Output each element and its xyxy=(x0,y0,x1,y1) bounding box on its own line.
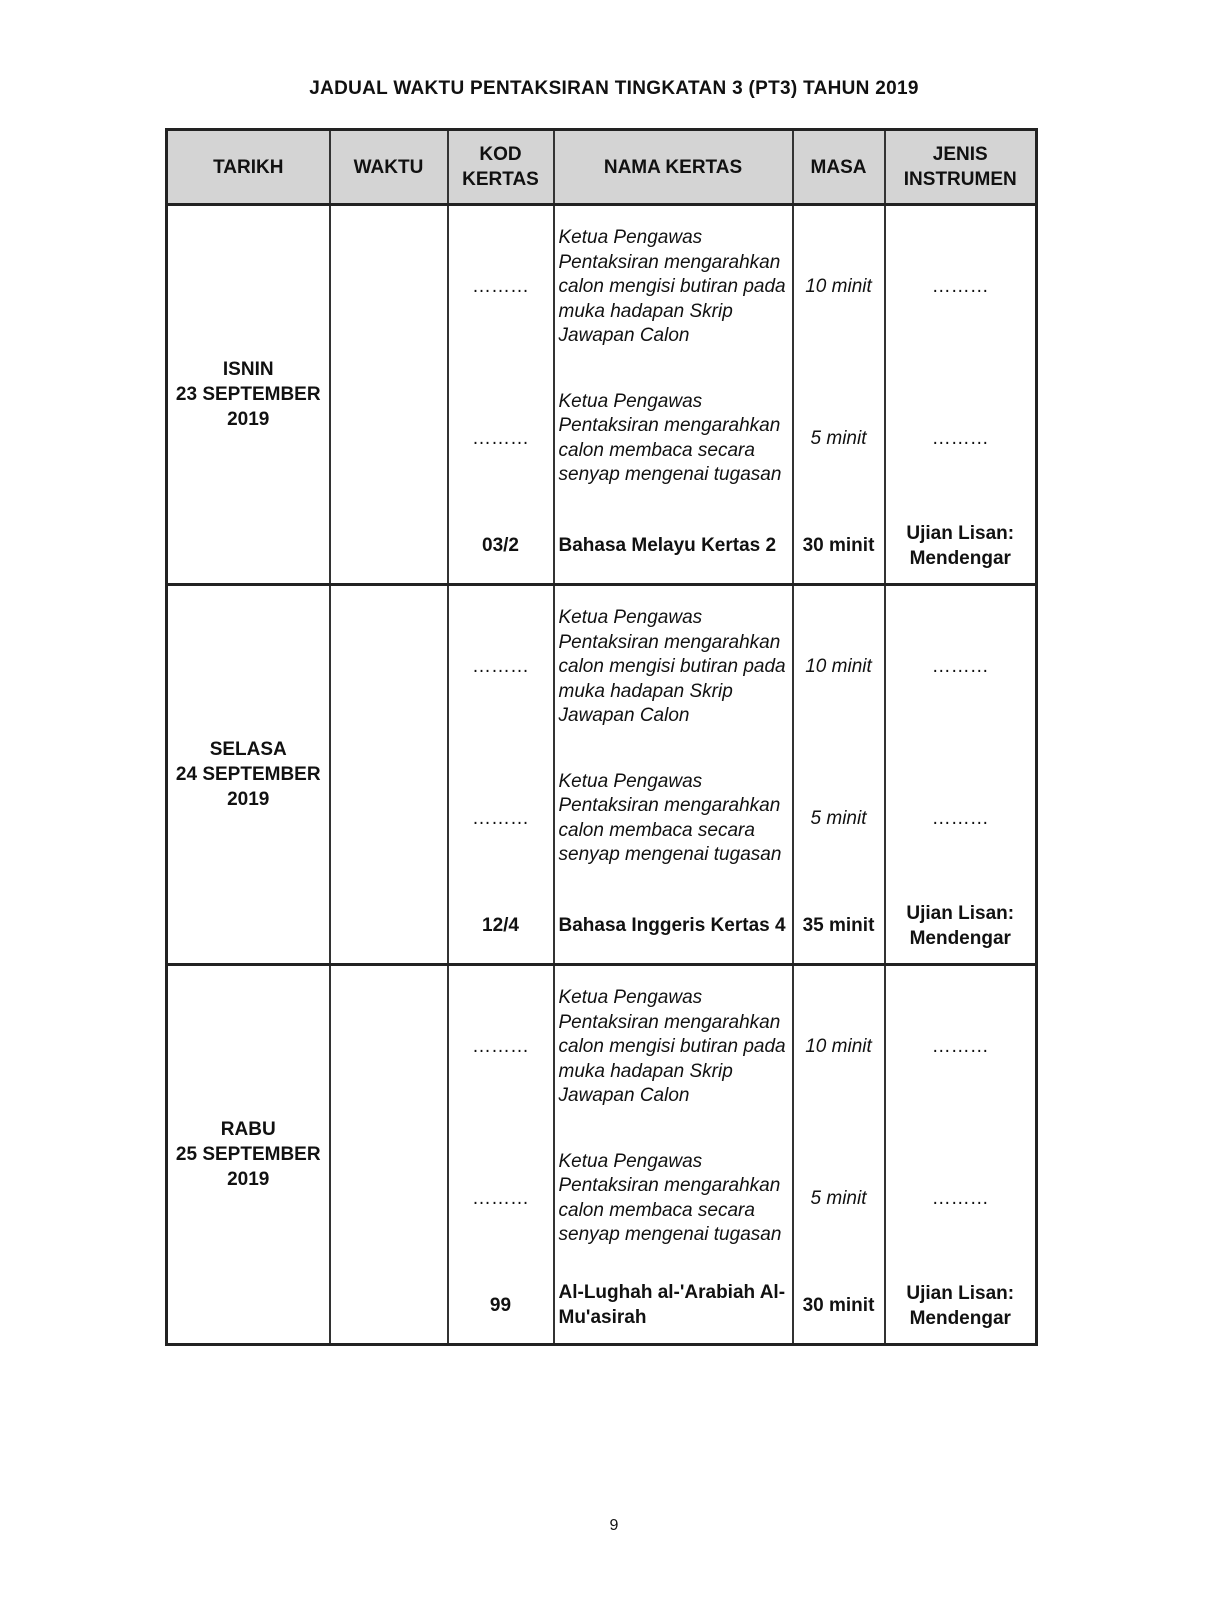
date-year: 2019 xyxy=(227,409,270,430)
name-cell: Ketua Pengawas Pentaksiran mengarahkan calon mengisi butiran pada muka hadapan Skrip Jawapan Calon xyxy=(554,205,793,369)
date-year: 2019 xyxy=(227,789,270,810)
time-cell xyxy=(330,965,448,1345)
instrument-cell: ……… xyxy=(885,1129,1037,1269)
code-cell: ……… xyxy=(448,585,554,749)
duration-cell: 10 minit xyxy=(793,205,885,369)
duration-cell: 10 minit xyxy=(793,585,885,749)
header-row xyxy=(167,130,1037,205)
code-cell: ……… xyxy=(448,1129,554,1269)
date-cell xyxy=(167,585,330,965)
duration-cell: 5 minit xyxy=(793,749,885,889)
header-duration: MASA xyxy=(793,130,885,205)
duration-cell: 10 minit xyxy=(793,965,885,1129)
time-cell xyxy=(330,585,448,965)
instrument-cell: ……… xyxy=(885,369,1037,509)
header-date: TARIKH xyxy=(167,130,330,205)
date-date: 23 SEPTEMBER xyxy=(175,384,321,405)
instrument-cell: ……… xyxy=(885,585,1037,749)
page-number: 9 xyxy=(609,1517,619,1534)
date-day: RABU xyxy=(220,1119,276,1140)
date-cell xyxy=(167,965,330,1345)
name-cell: Ketua Pengawas Pentaksiran mengarahkan calon membaca secara senyap mengenai tugasan xyxy=(554,369,793,509)
duration-cell: 35 minit xyxy=(793,889,885,965)
name-cell: Ketua Pengawas Pentaksiran mengarahkan calon mengisi butiran pada muka hadapan Skrip Jawapan Calon xyxy=(554,585,793,749)
name-cell: Ketua Pengawas Pentaksiran mengarahkan calon membaca secara senyap mengenai tugasan xyxy=(554,749,793,889)
page-title: JADUAL WAKTU PENTAKSIRAN TINGKATAN 3 (PT3) TAHUN 2019 xyxy=(309,78,919,99)
duration-cell: 5 minit xyxy=(793,1129,885,1269)
duration-cell: 5 minit xyxy=(793,369,885,509)
code-cell: 12/4 xyxy=(448,889,554,965)
table-row xyxy=(167,205,1037,369)
header-time: WAKTU xyxy=(330,130,448,205)
instrument-cell: Ujian Lisan: Mendengar xyxy=(885,1269,1037,1345)
exam-timetable xyxy=(165,128,1038,1346)
instrument-cell: ……… xyxy=(885,205,1037,369)
date-day: ISNIN xyxy=(222,359,274,380)
name-cell: Bahasa Inggeris Kertas 4 xyxy=(554,889,793,965)
time-cell xyxy=(330,205,448,585)
duration-cell: 30 minit xyxy=(793,1269,885,1345)
date-cell xyxy=(167,205,330,585)
code-cell: 99 xyxy=(448,1269,554,1345)
instrument-cell: ……… xyxy=(885,965,1037,1129)
date-date: 25 SEPTEMBER xyxy=(175,1144,321,1165)
name-cell: Ketua Pengawas Pentaksiran mengarahkan calon mengisi butiran pada muka hadapan Skrip Jawapan Calon xyxy=(554,965,793,1129)
code-cell: ……… xyxy=(448,205,554,369)
table-row xyxy=(167,585,1037,749)
instrument-cell: Ujian Lisan: Mendengar xyxy=(885,509,1037,585)
header-code: KOD KERTAS xyxy=(448,130,554,205)
name-cell: Al-Lughah al-'Arabiah Al-Mu'asirah xyxy=(554,1269,793,1345)
date-date: 24 SEPTEMBER xyxy=(175,764,321,785)
instrument-cell: ……… xyxy=(885,749,1037,889)
code-cell: ……… xyxy=(448,369,554,509)
header-instrument: JENIS INSTRUMEN xyxy=(885,130,1037,205)
date-day: SELASA xyxy=(209,739,287,760)
code-cell: ……… xyxy=(448,749,554,889)
code-cell: ……… xyxy=(448,965,554,1129)
header-name: NAMA KERTAS xyxy=(554,130,793,205)
name-cell: Bahasa Melayu Kertas 2 xyxy=(554,509,793,585)
instrument-cell: Ujian Lisan: Mendengar xyxy=(885,889,1037,965)
name-cell: Ketua Pengawas Pentaksiran mengarahkan calon membaca secara senyap mengenai tugasan xyxy=(554,1129,793,1269)
duration-cell: 30 minit xyxy=(793,509,885,585)
table-row xyxy=(167,965,1037,1129)
code-cell: 03/2 xyxy=(448,509,554,585)
date-year: 2019 xyxy=(227,1169,270,1190)
